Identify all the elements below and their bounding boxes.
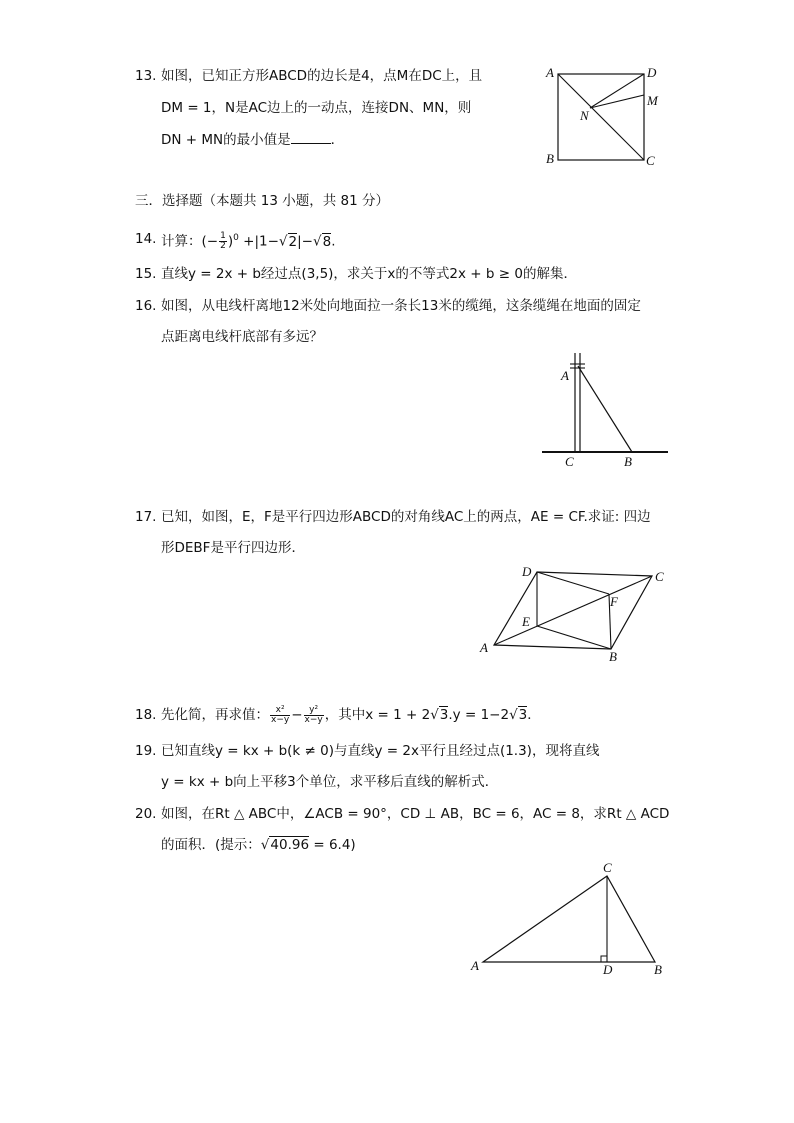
question-number: 19. — [135, 743, 157, 759]
question-number: 16. — [135, 298, 157, 314]
question-13-line-3 — [161, 131, 344, 149]
question-13-line-2: DM = 1，N是AC边上的一动点，连接DN、MN，则 — [161, 100, 472, 116]
label-a: A — [471, 958, 479, 973]
label-d: D — [603, 962, 613, 977]
frac-num: x² — [270, 706, 290, 716]
frac-den: x−y — [304, 714, 323, 725]
q20-hint-suffix: = 6.4) — [309, 837, 356, 853]
question-number: 15. — [135, 266, 157, 282]
label-c: C — [655, 569, 664, 584]
question-16-line-1: 如图，从电线杆离地12米处向地面拉一条长13米的缆绳，这条缆绳在地面的固定 — [161, 298, 641, 314]
q18-prefix: 先化简，再求值： — [161, 707, 269, 723]
q14-prefix: 计算：(− — [161, 233, 219, 250]
answer-blank[interactable] — [291, 131, 331, 144]
pole-figure — [540, 350, 670, 470]
right-triangle-figure — [466, 858, 676, 978]
frac-num: 1 — [220, 231, 226, 241]
question-number: 13. — [135, 68, 157, 84]
question-19-line-2: y = kx + b向上平移3个单位，求平移后直线的解析式． — [161, 774, 499, 790]
q14-end: . — [331, 233, 336, 250]
q18-end: ． — [527, 707, 541, 723]
fraction-x2 — [270, 706, 290, 725]
cable — [578, 366, 632, 452]
frac-den: x−y — [271, 714, 290, 725]
label-b: B — [609, 649, 617, 664]
question-20-line-1: 如图，在Rt △ ABC中，∠ACB = 90°，CD ⊥ AB，BC = 6，AC = 8，求Rt △ ACD — [161, 806, 670, 822]
fraction-y2 — [304, 706, 324, 725]
triangle-abc — [483, 876, 655, 962]
fraction-one-half — [219, 232, 227, 251]
question-17-line-1: 已知，如图，E，F是平行四边形ABCD的对角线AC上的两点，AE = CF.求证: 四边 — [161, 509, 651, 525]
question-15-text: 直线y = 2x + b经过点(3,5)，求关于x的不等式2x + b ≥ 0的解集． — [161, 266, 577, 282]
label-e: E — [522, 614, 530, 629]
label-b: B — [624, 454, 632, 469]
segment-mn — [590, 95, 644, 108]
sqrt-3: 3 — [439, 707, 449, 723]
section-title: 三．选择题（本题共 13 小题，共 81 分） — [135, 193, 390, 209]
question-14-text: 计算：(− $\frac{1}{2}$ )$^0$ +|1−√2|−√8. — [161, 231, 336, 251]
label-c: C — [565, 454, 574, 469]
label-c: C — [646, 153, 655, 168]
diagonal-ac — [494, 576, 652, 645]
question-number: 17. — [135, 509, 157, 525]
label-n: N — [580, 108, 589, 123]
segment-df — [537, 572, 609, 594]
question-13-line-1: 如图，已知正方形ABCD的边长是4，点M在DC上，且 — [161, 68, 483, 84]
label-a: A — [480, 640, 488, 655]
segment-dn — [590, 74, 644, 108]
diagonal-ac — [558, 74, 644, 160]
label-a: A — [546, 65, 554, 80]
question-17-line-2: 形DEBF是平行四边形． — [161, 540, 305, 556]
frac-num: y² — [304, 706, 324, 716]
sqrt-8: 8 — [322, 233, 332, 250]
q18-minus: − — [291, 707, 303, 723]
question-20-line-2: 的面积．(提示：√40.96 = 6.4) — [161, 837, 356, 853]
question-19-line-1: 已知直线y = kx + b(k ≠ 0)与直线y = 2x平行且经过点(1.3)，现将直线 — [161, 743, 600, 759]
question-16-line-2: 点距离电线杆底部有多远？ — [161, 329, 323, 345]
label-f: F — [610, 594, 618, 609]
question-number: 20. — [135, 806, 157, 822]
segment-eb — [537, 626, 611, 649]
frac-den: 2 — [220, 241, 226, 251]
label-d: D — [647, 65, 657, 80]
question-number: 18. — [135, 707, 157, 723]
question-number: 14. — [135, 231, 157, 247]
question-13-line-3-text: DN + MN的最小值是 — [161, 132, 291, 148]
label-d: D — [522, 564, 532, 579]
label-a: A — [561, 368, 569, 383]
sqrt-2: 2 — [288, 233, 298, 250]
label-b: B — [546, 151, 554, 166]
q20-hint-prefix: 的面积．(提示： — [161, 837, 261, 853]
sqrt-3: 3 — [518, 707, 528, 723]
q14-abs-open: +|1− — [238, 233, 279, 250]
label-b: B — [654, 962, 662, 977]
sqrt-40-96: 40.96 — [270, 837, 310, 853]
label-c: C — [603, 860, 612, 875]
square-figure — [540, 62, 670, 172]
q18-mid: ，其中x = 1 + 2 — [324, 707, 431, 723]
q14-paren: ) — [227, 233, 234, 250]
q14-abs-close: |− — [297, 233, 313, 250]
q18-mid2: .y = 1−2 — [448, 707, 510, 723]
label-m: M — [647, 93, 658, 108]
question-18-text: 先化简，再求值： $\frac{\text{x²}}{x-y}$ − $\frac{\text{y²}}{x-y}$ ，其中x = 1 + 2√3.y = 1−2√3． — [161, 704, 541, 725]
exponent: 0 — [233, 233, 239, 243]
parallelogram-figure — [470, 563, 680, 663]
question-13-line-3-end: ． — [330, 132, 345, 148]
